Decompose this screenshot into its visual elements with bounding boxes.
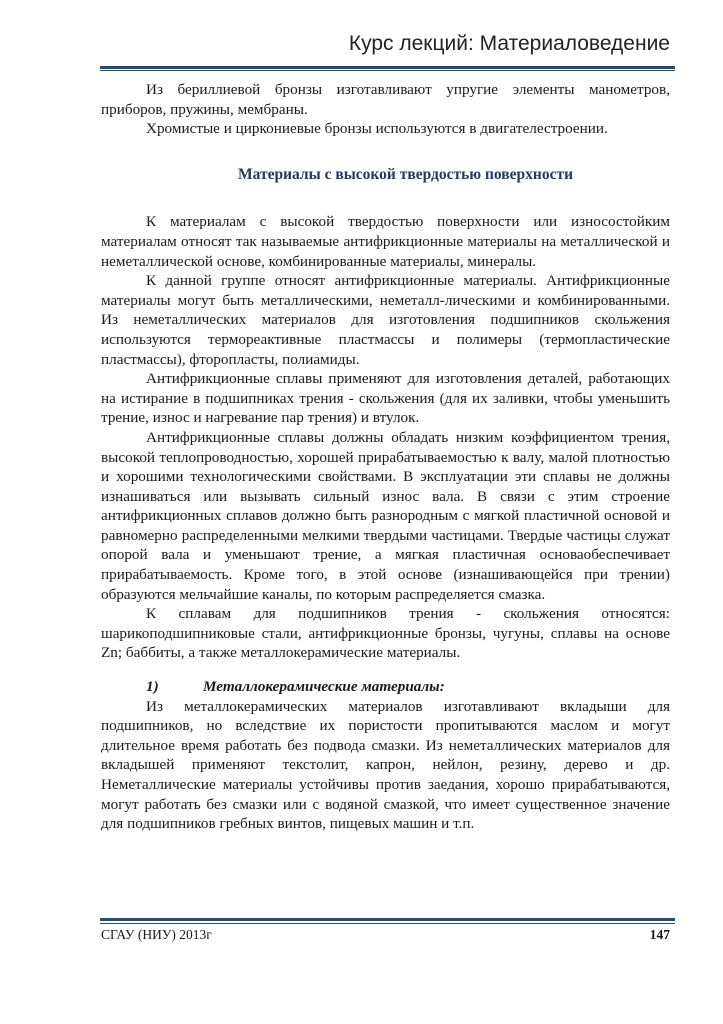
body-paragraph: К материалам с высокой твердостью поверхности или износостойким материалам относят так называемые антифрикционные материалы на металлической и неметаллической основе, комбинированные материалы, минералы.: [101, 213, 670, 270]
footer-rule-thin: [100, 923, 675, 924]
section-title: Материалы с высокой твердостью поверхности: [237, 165, 574, 183]
subsection-title: Металлокерамические материалы:: [203, 678, 445, 696]
intro-paragraph: Хромистые и циркониевые бронзы используются в двигателестроении.: [146, 120, 608, 138]
page-number: 147: [649, 927, 670, 942]
body-paragraph: К сплавам для подшипников трения - скольжения относятся: шарикоподшипниковые стали, антифрикционные бронзы, чугуны, сплавы на основе Zn; баббиты, а также металлокерамические материалы.: [101, 605, 670, 662]
subsection-heading: [101, 677, 670, 697]
intro-paragraph: Из бериллиевой бронзы изготавливают упругие элементы манометров, приборов, пружины, мембраны.: [101, 81, 670, 118]
subsection-number: 1): [146, 678, 159, 696]
page-header-title: Курс лекций: Материаловедение: [348, 32, 670, 55]
body-paragraph: К данной группе относят антифрикционные материалы. Антифрикционные материалы могут быть металлическими, неметалл-лическими и комбинированными. Из неметаллических материалов для изготовления подшипников скольжения используются термореактивные пластмассы и полимеры (термопластические пластмассы), фторопласты, полиамиды.: [101, 272, 670, 368]
subsection-paragraph: Из металлокерамических материалов изготавливают вкладыши для подшипников, но вследствие их пористости пропитываются маслом и могут длительное время работать без подвода смазки. Из неметаллических материалов для вкладышей применяют текстолит, капрон, нейлон, резину, дерево и др. Неметаллические материалы устойчивы против заедания, хорошо прирабатываются, могут работать без смазки или с водяной смазкой, что имеет существенное значение для подшипников гребных винтов, пищевых машин и т.п.: [101, 697, 670, 833]
page-content: [101, 80, 670, 834]
header-rule: [100, 66, 675, 69]
body-paragraph: Антифрикционные сплавы должны обладать низким коэффициентом трения, высокой теплопроводностью, хорошей прирабатываемостью к валу, малой плотностью и хорошими технологическими свойствами. В эксплуатации эти сплавы не должны изнашиваться или вызывать сильный износ вала. В связи с этим строение антифрикционных сплавов должно быть разнородным с мягкой пластичной основой и равномерно распределенными мелкими твердыми частицами. Твердые частицы служат опорой вала и уменьшают трение, а мягкая пластичная основаобеспечивает прирабатываемость. Кроме того, в этой основе (изнашивающейся при трении) образуются мельчайшие каналы, по которым распределяется смазка.: [101, 428, 670, 603]
header-rule-thin: [100, 70, 675, 71]
footer-rule: [100, 918, 675, 921]
footer-publisher: СГАУ (НИУ) 2013г: [101, 927, 212, 942]
body-paragraph: Антифрикционные сплавы применяют для изготовления деталей, работающих на истирание в подшипниках трения - скольжения (для их заливки, чтобы уменьшить трение, износ и нагревание пар трения) и втулок.: [101, 370, 670, 427]
